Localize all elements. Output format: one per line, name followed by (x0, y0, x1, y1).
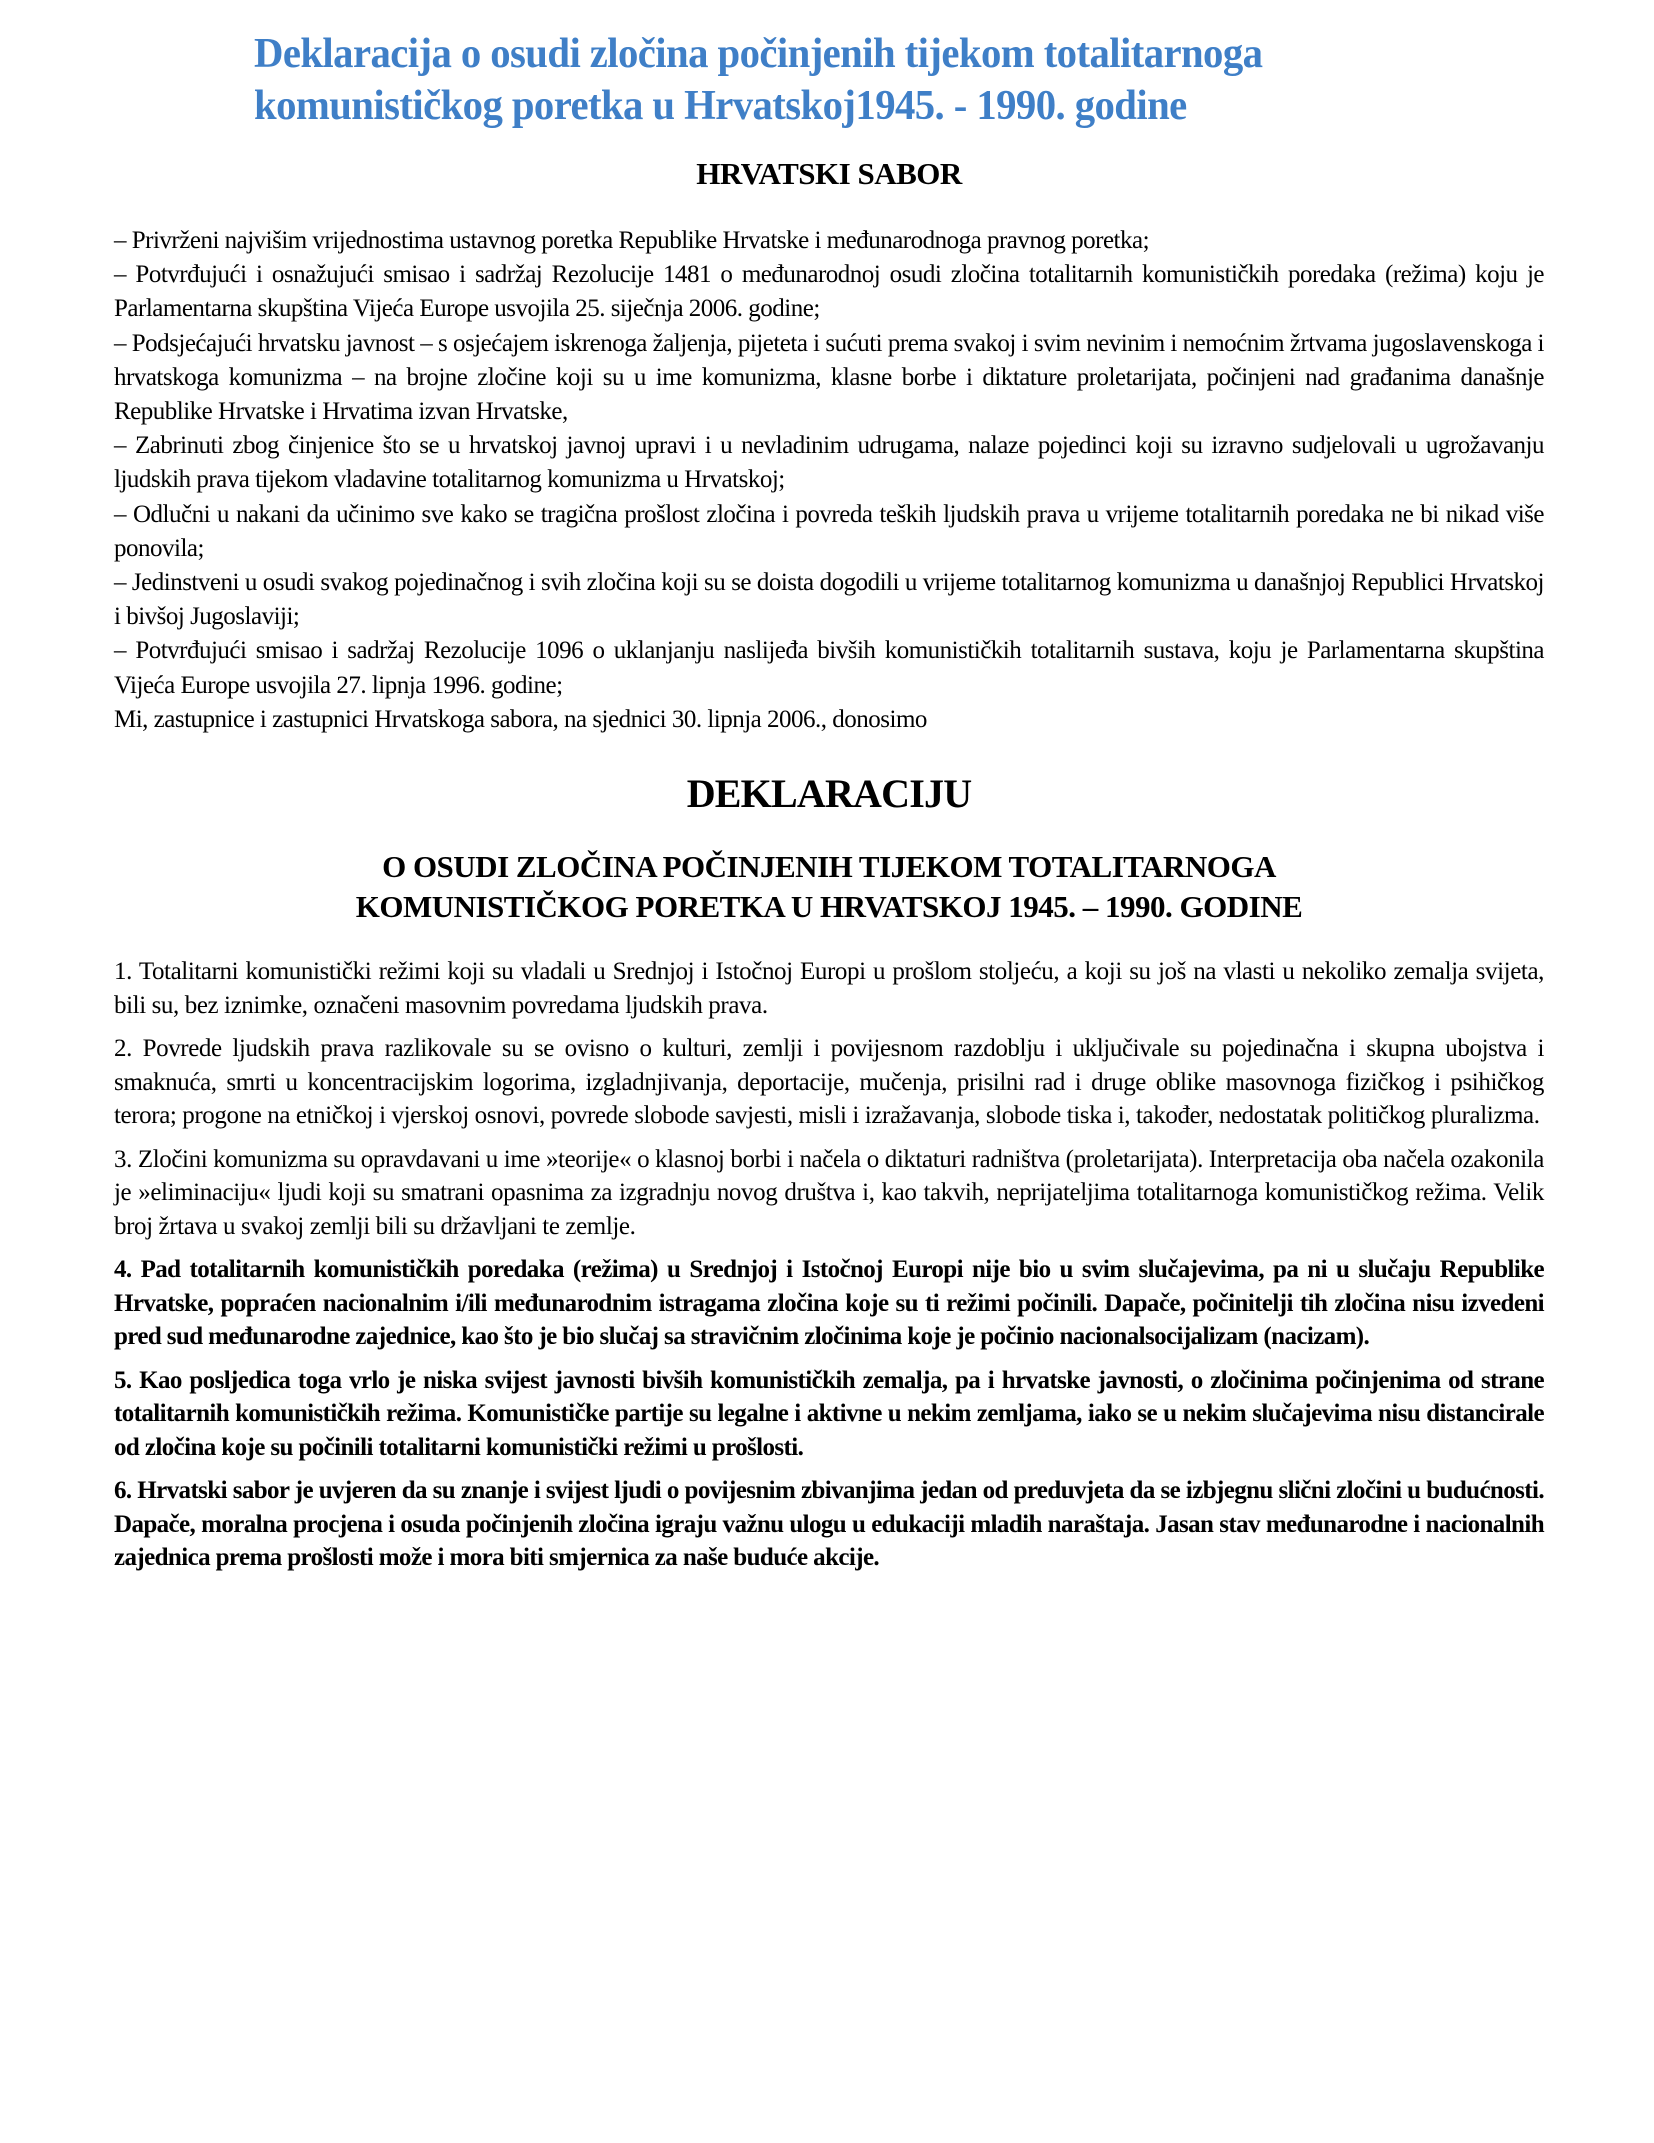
preamble-clause: – Odlučni u nakani da učinimo sve kako se tragična prošlost zločina i povreda teških ljudskih prava u vrijeme totalitarnih poredaka ne bi nikad više ponovila; (114, 500, 1544, 562)
preamble (114, 224, 1544, 737)
article-1: 1. Totalitarni komunistički režimi koji su vladali u Srednjoj i Istočnoj Europi u prošlom stoljeću, a koji su još na vlasti u nekoliko zemalja svijeta, bili su, bez iznimke, označeni masovnim povredama ljudskih prava. (114, 958, 1544, 1019)
article-5: 5. Kao posljedica toga vrlo je niska svijest javnosti bivših komunističkih zemalja, pa i hrvatske javnosti, o zločinima počinjenima od strane totalitarnih komunističkih režima. Komunističke partije su legalne i aktivne u nekim zemljama, iako se u nekim slučajevima nisu distancirale od zločina koje su počinili totalitarni komunistički režimi u prošlosti. (114, 1366, 1544, 1461)
preamble-enactment: Mi, zastupnice i zastupnici Hrvatskoga sabora, na sjednici 30. lipnja 2006., donosimo (114, 705, 927, 733)
preamble-clause: – Podsjećajući hrvatsku javnost – s osjećajem iskrenoga žaljenja, pijeteta i sućuti prema svakoj i svim nevinim i nemoćnim žrtvama jugoslavenskoga i hrvatskoga komunizma – na brojne zločine koji su u ime komunizma, klasne borbe i diktature proletarijata, počinjeni nad građanima današnje Republike Hrvatske i Hrvatima izvan Hrvatske, (114, 329, 1544, 426)
preamble-clause: – Privrženi najvišim vrijednostima ustavnog poretka Republike Hrvatske i međunarodnoga pravnog poretka; (114, 227, 1150, 254)
document-page (114, 28, 1544, 1585)
preamble-clause: – Potvrđujući i osnažujući smisao i sadržaj Rezolucije 1481 o međunarodnoj osudi zločina totalitarnih komunističkih poredaka (režima) koju je Parlamentarna skupština Vijeća Europe usvojila 25. siječnja 2006. godine; (114, 261, 1544, 323)
article-6: 6. Hrvatski sabor je uvjeren da su znanje i svijest ljudi o povijesnim zbivanjima jedan od preduvjeta da se izbjegnu slični zločini u budućnosti. Dapače, moralna procjena i osuda počinjenih zločina igraju važnu ulogu u edukaciji mladih naraštaja. Jasan stav međunarodne i nacionalnih zajednica prema prošlosti može i mora biti smjernica za naše buduće akcije. (114, 1477, 1544, 1572)
declaration-subtitle-line-2: KOMUNISTIČKOG PORETKA U HRVATSKOJ 1945. – 1990. GODINE (355, 889, 1303, 925)
preamble-clause: – Potvrđujući smisao i sadržaj Rezolucije 1096 o uklanjanju naslijeđa bivših komunističkih totalitarnih sustava, koju je Parlamentarna skupština Vijeća Europe usvojila 27. lipnja 1996. godine; (114, 637, 1544, 699)
document-title-line-2: komunističkog poretka u Hrvatskoj1945. - 1990. godine (254, 83, 1187, 129)
articles (114, 955, 1544, 1575)
document-title-line-1: Deklaracija o osudi zločina počinjenih tijekom totalitarnoga (254, 31, 1263, 77)
preamble-clause: – Jedinstveni u osudi svakog pojedinačnog i svih zločina koji su se doista dogodili u vrijeme totalitarnog komunizma u današnjoj Republici Hrvatskoj i bivšoj Jugoslaviji; (114, 569, 1544, 631)
issuer-heading: HRVATSKI SABOR (696, 156, 962, 191)
declaration-subtitle-line-1: O OSUDI ZLOČINA POČINJENIH TIJEKOM TOTALITARNOGA (382, 849, 1276, 885)
preamble-clause: – Zabrinuti zbog činjenice što se u hrvatskoj javnoj upravi i u nevladinim udrugama, nalaze pojedinci koji su izravno sudjelovali u ugrožavanju ljudskih prava tijekom vladavine totalitarnog komunizma u Hrvatskoj; (114, 432, 1544, 494)
declaration-heading: DEKLARACIJU (686, 771, 972, 817)
document-title (254, 28, 1505, 132)
article-4: 4. Pad totalitarnih komunističkih poredaka (režima) u Srednjoj i Istočnoj Europi nije bio u svim slučajevima, pa ni u slučaju Republike Hrvatske, popraćen nacionalnim i/ili međunarodnim istragama zločina koje su ti režimi počinili. Dapače, počinitelji tih zločina nisu izvedeni pred sud međunarodne zajednice, kao što je bio slučaj sa stravičnim zločinima koje je počinio nacionalsocijalizam (nacizam). (114, 1256, 1544, 1351)
declaration-subtitle (114, 847, 1544, 927)
article-3: 3. Zločini komunizma su opravdavani u ime »teorije« o klasnoj borbi i načela o diktaturi radništva (proletarijata). Interpretacija oba načela ozakonila je »eliminaciju« ljudi koji su smatrani opasnima za izgradnju novog društva i, kao takvih, neprijateljima totalitarnoga komunističkog režima. Velik broj žrtava u svakoj zemlji bili su državljani te zemlje. (114, 1145, 1544, 1240)
article-2: 2. Povrede ljudskih prava razlikovale su se ovisno o kulturi, zemlji i povijesnom razdoblju i uključivale su pojedinačna i skupna ubojstva i smaknuća, smrti u koncentracijskim logorima, izgladnjivanja, deportacije, mučenja, prisilni rad i druge oblike masovnoga fizičkog i psihičkog terora; progone na etničkoj i vjerskoj osnovi, povrede slobode savjesti, misli i izražavanja, slobode tiska i, također, nedostatak političkog pluralizma. (114, 1035, 1544, 1130)
